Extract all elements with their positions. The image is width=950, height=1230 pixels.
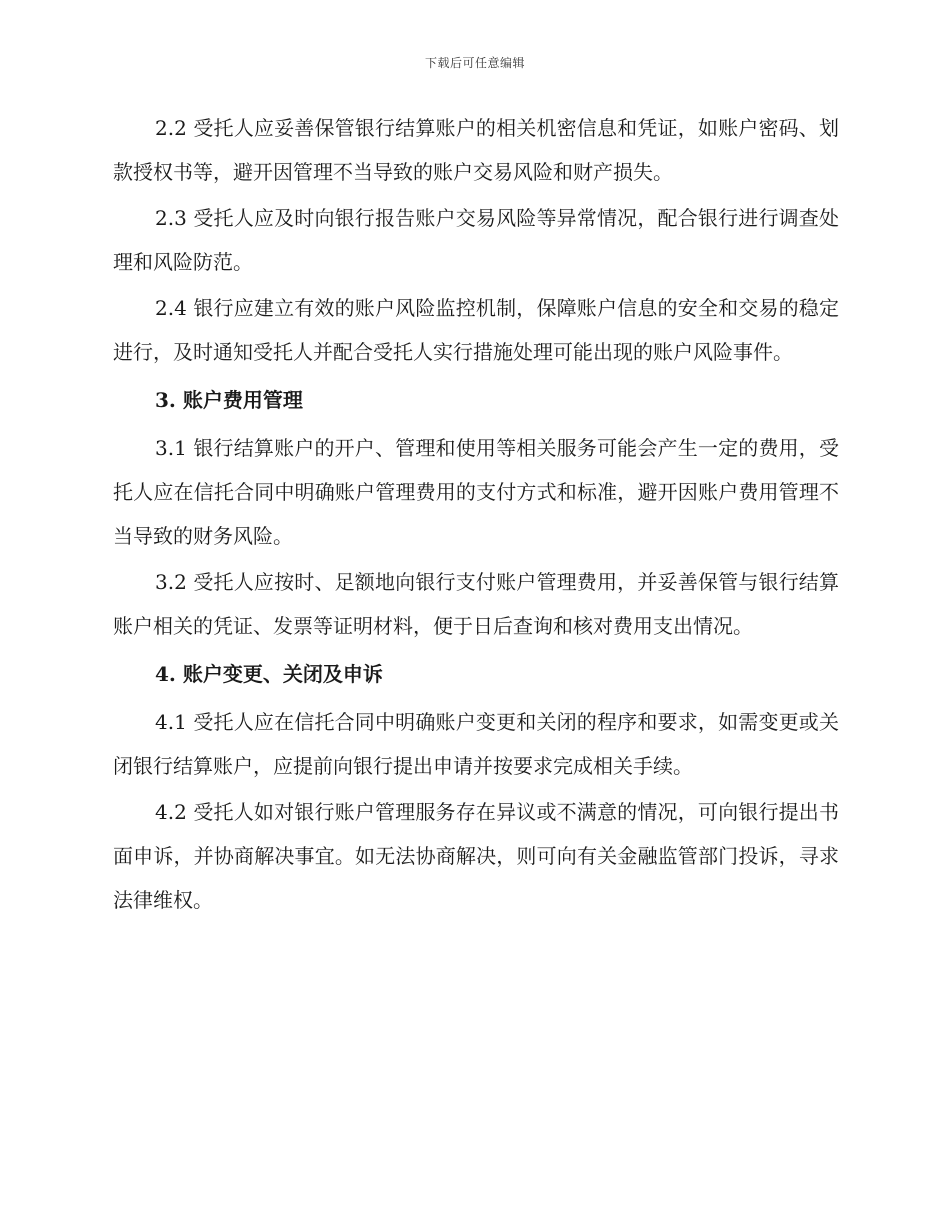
paragraph-4-1: 4.1 受托人应在信托合同中明确账户变更和关闭的程序和要求，如需变更或关闭银行结算账户，应提前向银行提出申请并按要求完成相关手续。 — [113, 710, 839, 778]
paragraph-3-1: 3.1 银行结算账户的开户、管理和使用等相关服务可能会产生一定的费用，受托人应在信托合同中明确账户管理费用的支付方式和标准，避开因账户费用管理不当导致的财务风险。 — [113, 436, 839, 548]
section-heading-4: 4. 账户变更、关闭及申诉 — [155, 662, 383, 686]
paragraph-3-2: 3.2 受托人应按时、足额地向银行支付账户管理费用，并妥善保管与银行结算账户相关的凭证、发票等证明材料，便于日后查询和核对费用支出情况。 — [113, 570, 839, 638]
paragraph-2-3: 2.3 受托人应及时向银行报告账户交易风险等异常情况，配合银行进行调查处理和风险防范。 — [113, 206, 839, 274]
document-body — [113, 106, 839, 924]
paragraph-2-2: 2.2 受托人应妥善保管银行结算账户的相关机密信息和凭证，如账户密码、划款授权书等，避开因管理不当导致的账户交易风险和财产损失。 — [113, 116, 839, 184]
section-heading-3: 3. 账户费用管理 — [155, 388, 303, 412]
paragraph-4-2: 4.2 受托人如对银行账户管理服务存在异议或不满意的情况，可向银行提出书面申诉，并协商解决事宜。如无法协商解决，则可向有关金融监管部门投诉，寻求法律维权。 — [113, 800, 839, 912]
header-note: 下载后可任意编辑 — [424, 56, 525, 70]
paragraph-2-4: 2.4 银行应建立有效的账户风险监控机制，保障账户信息的安全和交易的稳定进行，及时通知受托人并配合受托人实行措施处理可能出现的账户风险事件。 — [113, 296, 839, 364]
